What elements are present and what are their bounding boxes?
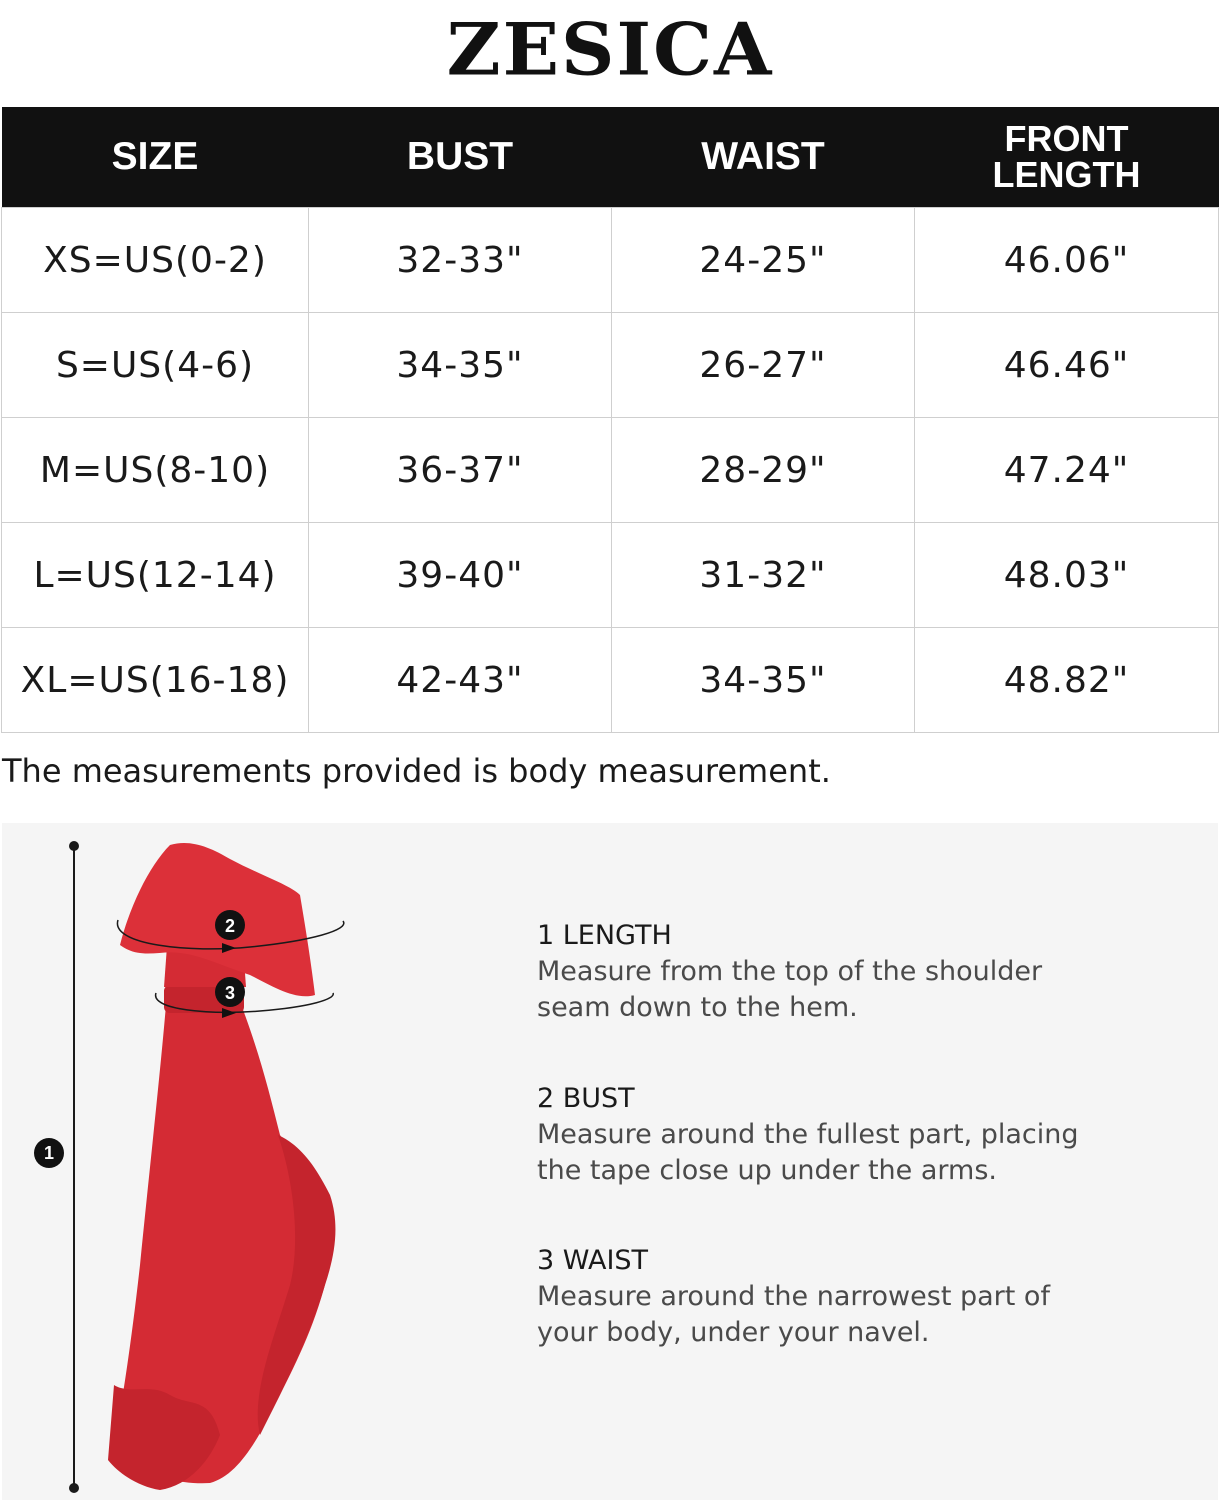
guide-waist-title: 3 WAIST xyxy=(537,1245,649,1276)
length-badge: 1 xyxy=(34,1138,64,1168)
header-waist: WAIST xyxy=(612,107,915,208)
brand-logo: ZESICA xyxy=(446,7,774,93)
header-front-line1: FRONT xyxy=(1004,118,1129,159)
length-ruler-bottom-dot xyxy=(69,1483,79,1493)
size-cell: M=US(8-10) xyxy=(2,418,309,523)
bust-cell: 39-40" xyxy=(309,523,612,628)
bust-cell: 34-35" xyxy=(309,313,612,418)
guide-bust xyxy=(537,1081,1137,1189)
table-row xyxy=(2,418,1219,523)
guide-length xyxy=(537,918,1137,1026)
size-cell: XS=US(0-2) xyxy=(2,208,309,313)
waist-cell: 34-35" xyxy=(612,628,915,733)
size-cell: S=US(4-6) xyxy=(2,313,309,418)
length-cell: 48.82" xyxy=(915,628,1219,733)
table-row xyxy=(2,628,1219,733)
header-bust: BUST xyxy=(309,107,612,208)
guide-waist-line1: Measure around the narrowest part of xyxy=(537,1281,1050,1312)
dress-illustration xyxy=(100,835,360,1495)
guide-waist xyxy=(537,1243,1137,1351)
bust-cell: 42-43" xyxy=(309,628,612,733)
size-cell: L=US(12-14) xyxy=(2,523,309,628)
length-cell: 47.24" xyxy=(915,418,1219,523)
length-ruler-top-dot xyxy=(69,841,79,851)
length-ruler-line xyxy=(73,846,75,1488)
size-chart-table xyxy=(1,107,1219,733)
waist-cell: 24-25" xyxy=(612,208,915,313)
bust-badge-label: 2 xyxy=(224,916,236,936)
waist-badge-label: 3 xyxy=(224,983,236,1003)
header-size: SIZE xyxy=(2,107,309,208)
size-cell: XL=US(16-18) xyxy=(2,628,309,733)
length-cell: 46.06" xyxy=(915,208,1219,313)
table-header-row xyxy=(2,107,1219,208)
bust-cell: 36-37" xyxy=(309,418,612,523)
guide-length-line1: Measure from the top of the shoulder xyxy=(537,956,1043,987)
waist-cell: 26-27" xyxy=(612,313,915,418)
table-row xyxy=(2,523,1219,628)
guide-bust-line1: Measure around the fullest part, placing xyxy=(537,1119,1079,1150)
guide-bust-line2: the tape close up under the arms. xyxy=(537,1155,997,1186)
table-row xyxy=(2,313,1219,418)
bust-cell: 32-33" xyxy=(309,208,612,313)
guide-waist-line2: your body, under your navel. xyxy=(537,1317,930,1348)
header-front-line2: LENGTH xyxy=(992,154,1141,195)
waist-cell: 28-29" xyxy=(612,418,915,523)
waist-cell: 31-32" xyxy=(612,523,915,628)
guide-length-title: 1 LENGTH xyxy=(537,920,672,951)
header-front-length xyxy=(915,107,1219,208)
table-row xyxy=(2,208,1219,313)
guide-bust-title: 2 BUST xyxy=(537,1083,635,1114)
length-cell: 48.03" xyxy=(915,523,1219,628)
length-cell: 46.46" xyxy=(915,313,1219,418)
measurement-note: The measurements provided is body measurement. xyxy=(2,752,831,790)
guide-length-line2: seam down to the hem. xyxy=(537,992,858,1023)
